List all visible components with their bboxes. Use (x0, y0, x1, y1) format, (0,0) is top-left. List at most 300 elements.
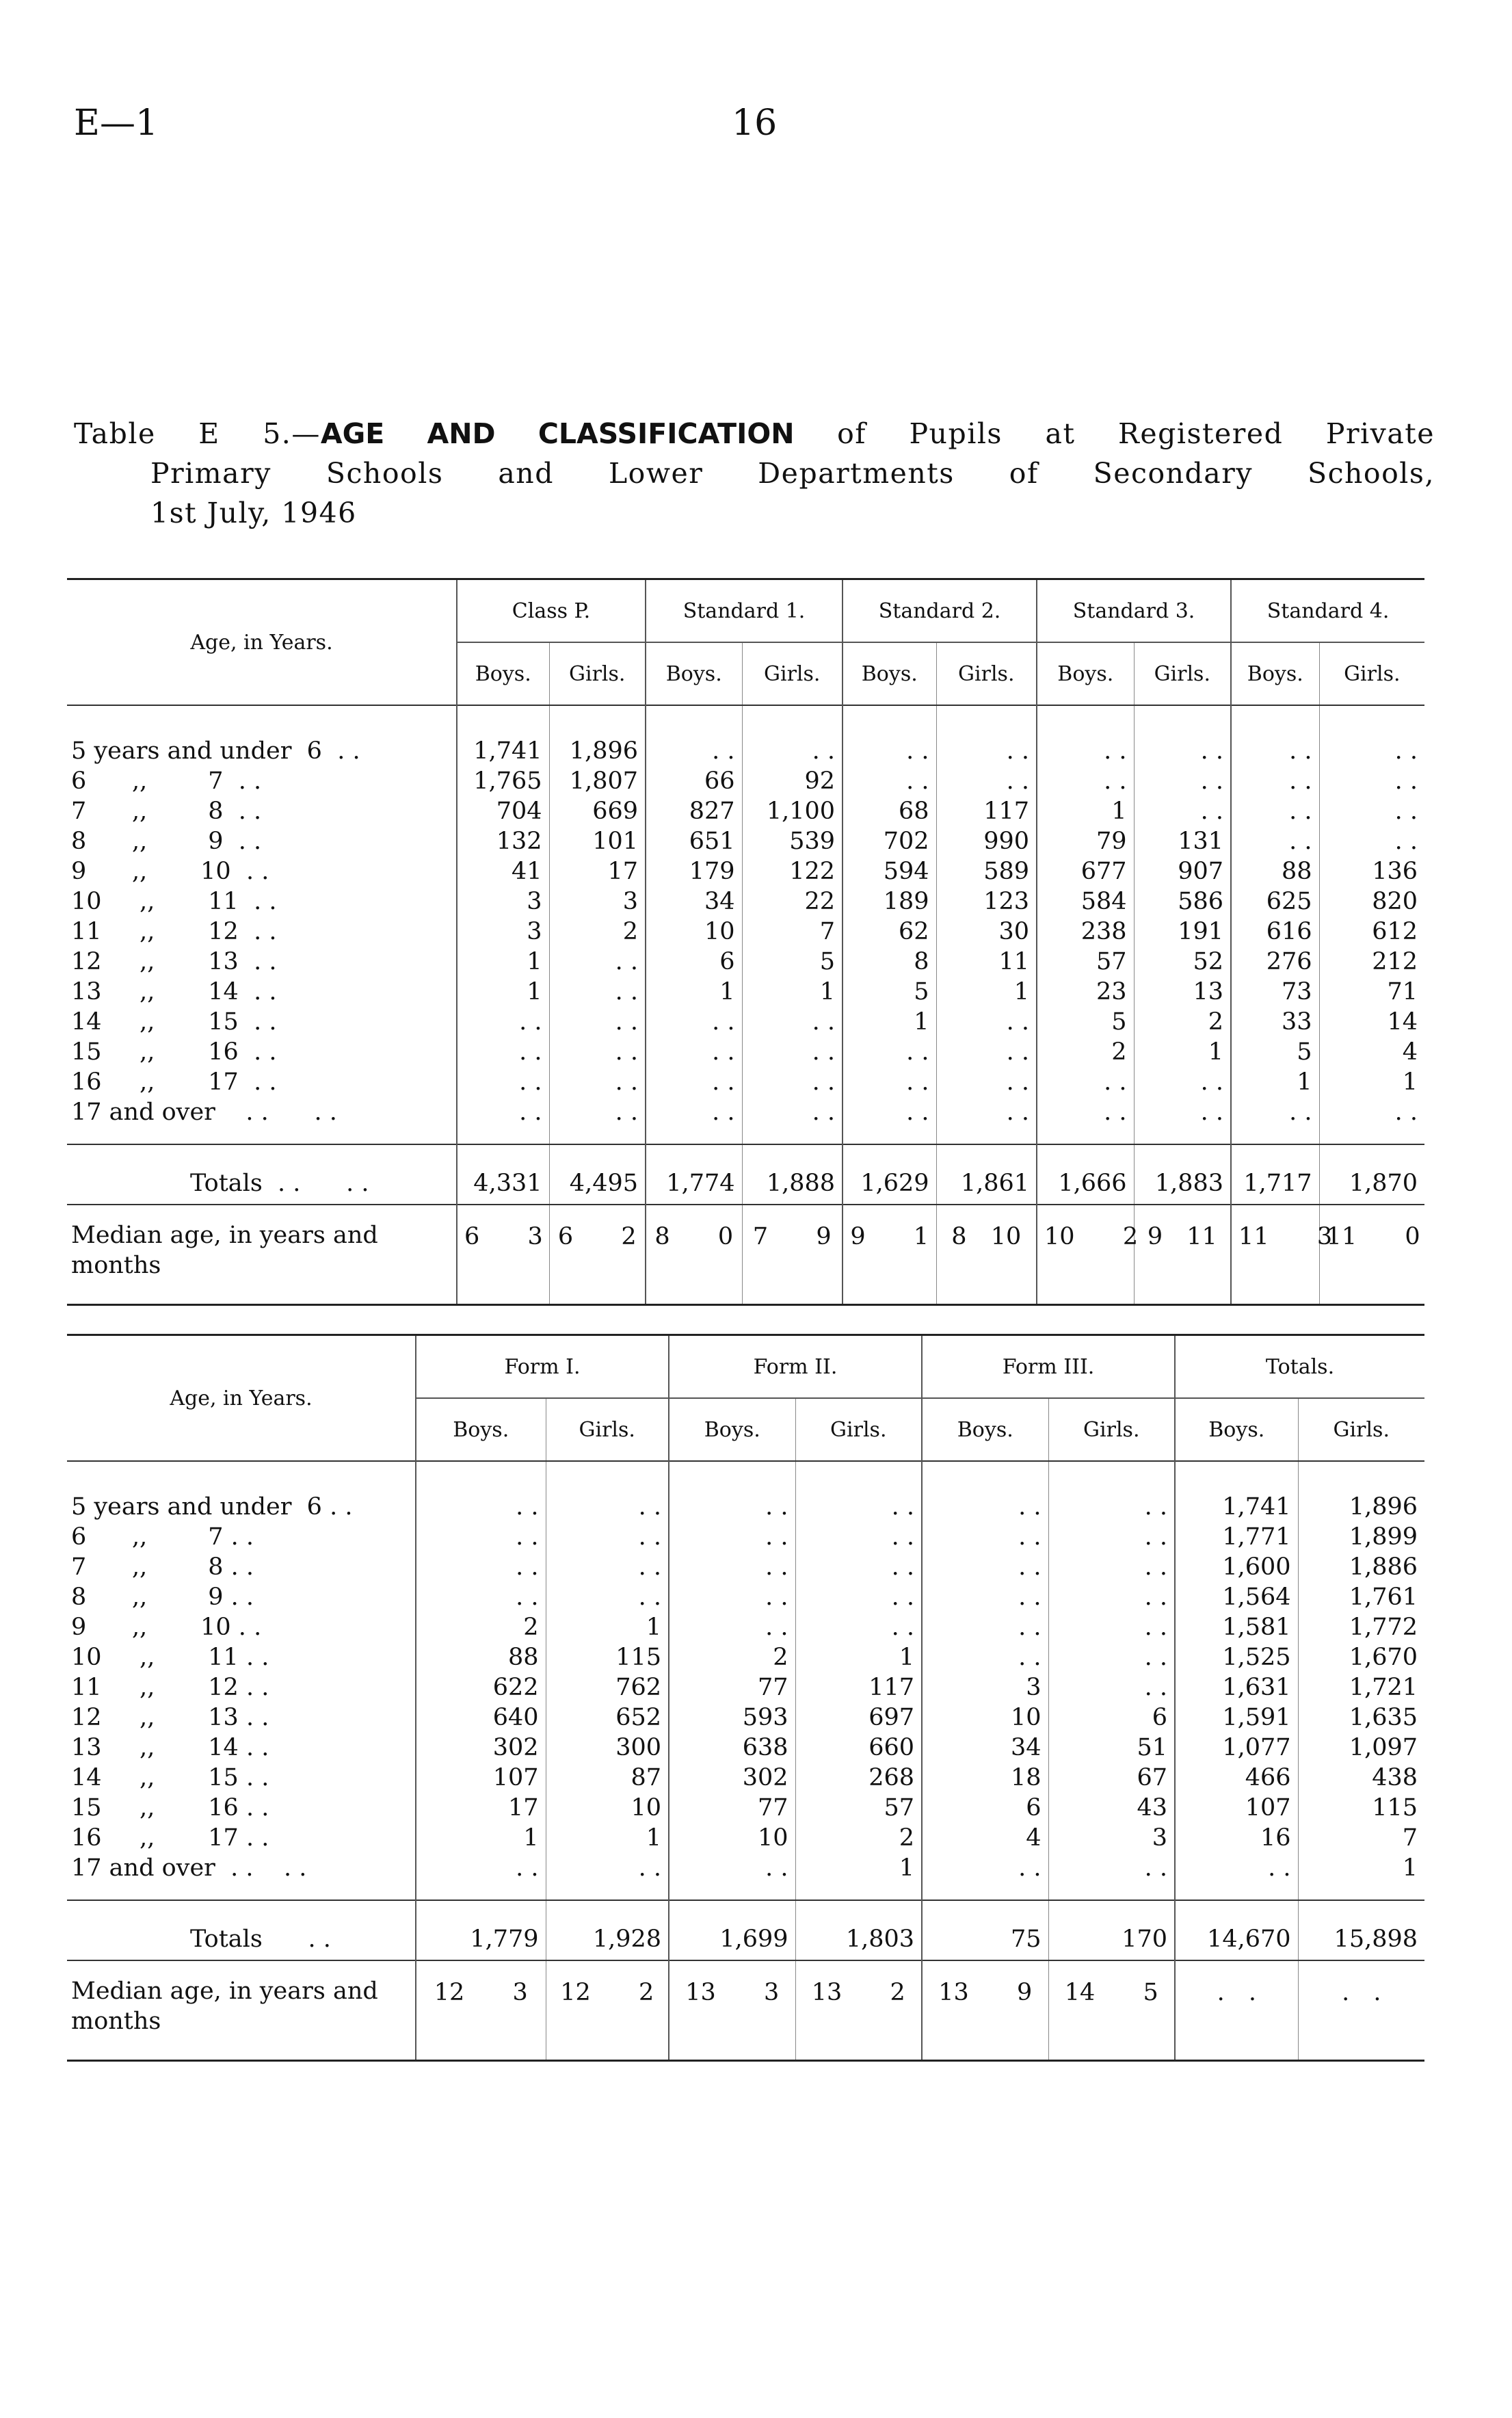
boys-count-cell: 1,077 (1175, 1733, 1298, 1763)
table-row (67, 1823, 1424, 1853)
boys-count-cell: . . (1231, 705, 1319, 766)
totals-row (67, 1900, 1424, 1960)
boys-count-cell: . . (669, 1552, 795, 1582)
median-age-cell: . . (1298, 1960, 1424, 2061)
median-age-row (67, 1205, 1424, 1305)
boys-count-cell: 5 (1037, 1007, 1134, 1037)
boys-count-cell: 1 (843, 1007, 936, 1037)
boys-count-cell: 616 (1231, 917, 1319, 947)
median-age-cell: 12 2 (546, 1960, 669, 2061)
total-cell: 1,774 (646, 1144, 742, 1205)
boys-count-cell: . . (457, 1097, 549, 1144)
age-range-label: 16 ,, 17 . . (71, 1824, 269, 1852)
boys-count-cell: . . (646, 1067, 742, 1097)
boys-count-cell: . . (843, 1067, 936, 1097)
girls-count-cell: . . (742, 705, 843, 766)
table-row (67, 1642, 1424, 1672)
age-range-label: 10 ,, 11 . . (71, 888, 277, 915)
total-cell: 1,861 (936, 1144, 1037, 1205)
boys-count-cell: 3 (457, 917, 549, 947)
girls-count-cell: 1,670 (1298, 1642, 1424, 1672)
boys-count-cell: 2 (1037, 1037, 1134, 1067)
median-age-label: Median age, in years and months (67, 1205, 457, 1305)
boys-count-cell: . . (922, 1642, 1048, 1672)
girls-count-cell: . . (546, 1461, 669, 1522)
boys-count-cell: 77 (669, 1793, 795, 1823)
table-row (67, 705, 1424, 766)
age-range-label: 5 years and under 6 . . (71, 1493, 353, 1521)
girls-count-cell: 438 (1298, 1763, 1424, 1793)
boys-count-cell: 3 (457, 886, 549, 917)
group-header: Totals. (1175, 1335, 1424, 1399)
age-column-header: Age, in Years. (190, 630, 333, 655)
age-range-label: 9 ,, 10 . . (71, 858, 269, 885)
boys-count-cell: 6 (646, 947, 742, 977)
girls-count-cell: 820 (1319, 886, 1424, 917)
girls-count-cell: 14 (1319, 1007, 1424, 1037)
girls-count-cell: . . (742, 1097, 843, 1144)
age-range-label: 11 ,, 12 . . (71, 1674, 269, 1701)
boys-column-header: Boys. (457, 642, 549, 705)
age-range-label: 7 ,, 8 . . (71, 798, 262, 825)
age-range-label: 9 ,, 10 . . (71, 1614, 262, 1641)
boys-count-cell: 66 (646, 766, 742, 796)
girls-count-cell: 1,899 (1298, 1522, 1424, 1552)
age-range-label: 13 ,, 14 . . (71, 1734, 269, 1761)
boys-count-cell: . . (922, 1612, 1048, 1642)
boys-count-cell: 6 (922, 1793, 1048, 1823)
girls-column-header: Girls. (1298, 1398, 1424, 1461)
girls-count-cell: 123 (936, 886, 1037, 917)
age-range-label: 15 ,, 16 . . (71, 1038, 277, 1066)
age-range-label: 7 ,, 8 . . (71, 1553, 254, 1581)
boys-count-cell: 593 (669, 1703, 795, 1733)
table-row (67, 1672, 1424, 1703)
totals-row (67, 1144, 1424, 1205)
boys-column-header: Boys. (843, 642, 936, 705)
girls-count-cell: 212 (1319, 947, 1424, 977)
boys-count-cell: 640 (416, 1703, 546, 1733)
total-cell: 4,331 (457, 1144, 549, 1205)
girls-count-cell: 669 (549, 796, 646, 826)
girls-count-cell: . . (795, 1522, 922, 1552)
boys-count-cell: 702 (843, 826, 936, 856)
total-cell: 75 (922, 1900, 1048, 1960)
age-range-label: 6 ,, 7 . . (71, 767, 262, 795)
table-row (67, 1067, 1424, 1097)
boys-count-cell: . . (843, 1037, 936, 1067)
girls-count-cell: . . (549, 1037, 646, 1067)
boys-count-cell: . . (1231, 796, 1319, 826)
boys-count-cell: 594 (843, 856, 936, 886)
girls-count-cell: 92 (742, 766, 843, 796)
boys-column-header: Boys. (669, 1398, 795, 1461)
boys-count-cell: 1 (457, 947, 549, 977)
boys-count-cell: 33 (1231, 1007, 1319, 1037)
table-row (67, 1763, 1424, 1793)
age-range-label: 12 ,, 13 . . (71, 948, 277, 975)
girls-count-cell: . . (549, 1097, 646, 1144)
total-cell: 1,928 (546, 1900, 669, 1960)
boys-count-cell: 1,741 (1175, 1461, 1298, 1522)
table1-group-header-row (67, 579, 1424, 643)
boys-count-cell: 41 (457, 856, 549, 886)
girls-count-cell: 1,772 (1298, 1612, 1424, 1642)
total-cell: 1,883 (1134, 1144, 1231, 1205)
girls-count-cell: 115 (546, 1642, 669, 1672)
boys-count-cell: 10 (646, 917, 742, 947)
girls-column-header: Girls. (546, 1398, 669, 1461)
girls-count-cell: 660 (795, 1733, 922, 1763)
girls-count-cell: 1,886 (1298, 1552, 1424, 1582)
boys-count-cell: . . (669, 1461, 795, 1522)
title-prefix: Table E 5.— (74, 417, 321, 450)
girls-count-cell: 13 (1134, 977, 1231, 1007)
boys-count-cell: 302 (416, 1733, 546, 1763)
age-range-label: 14 ,, 15 . . (71, 1008, 277, 1036)
boys-count-cell: 677 (1037, 856, 1134, 886)
girls-count-cell: 2 (549, 917, 646, 947)
boys-count-cell: 10 (922, 1703, 1048, 1733)
girls-count-cell: 1 (936, 977, 1037, 1007)
girls-count-cell: 3 (549, 886, 646, 917)
girls-count-cell: . . (936, 766, 1037, 796)
total-cell: 1,803 (795, 1900, 922, 1960)
boys-count-cell: 73 (1231, 977, 1319, 1007)
table2-body (67, 1461, 1424, 2062)
table2-group-header-row (67, 1335, 1424, 1399)
girls-count-cell: 1,807 (549, 766, 646, 796)
girls-count-cell: . . (795, 1552, 922, 1582)
table-row (67, 1522, 1424, 1552)
boys-count-cell: . . (922, 1461, 1048, 1522)
boys-count-cell: . . (922, 1853, 1048, 1900)
boys-column-header: Boys. (922, 1398, 1048, 1461)
boys-column-header: Boys. (646, 642, 742, 705)
boys-count-cell: . . (457, 1037, 549, 1067)
boys-count-cell: 1,581 (1175, 1612, 1298, 1642)
girls-count-cell: . . (742, 1067, 843, 1097)
boys-count-cell: . . (1231, 766, 1319, 796)
boys-count-cell: 17 (416, 1793, 546, 1823)
girls-count-cell: 122 (742, 856, 843, 886)
boys-count-cell: . . (1175, 1853, 1298, 1900)
boys-count-cell: 18 (922, 1763, 1048, 1793)
title-line-1 (74, 414, 1435, 454)
median-age-cell: 9 1 (843, 1205, 936, 1305)
boys-count-cell: . . (416, 1552, 546, 1582)
boys-count-cell: 625 (1231, 886, 1319, 917)
boys-count-cell: . . (646, 705, 742, 766)
total-cell: 1,870 (1319, 1144, 1424, 1205)
girls-count-cell: 612 (1319, 917, 1424, 947)
boys-count-cell: 1 (457, 977, 549, 1007)
boys-count-cell: 5 (1231, 1037, 1319, 1067)
girls-count-cell: . . (1319, 1097, 1424, 1144)
girls-column-header: Girls. (795, 1398, 922, 1461)
girls-count-cell: . . (1048, 1853, 1175, 1900)
table-row (67, 917, 1424, 947)
table-row (67, 1037, 1424, 1067)
table-class-standards (67, 578, 1424, 1306)
boys-count-cell: 62 (843, 917, 936, 947)
boys-count-cell: 1,771 (1175, 1522, 1298, 1552)
girls-count-cell: . . (546, 1582, 669, 1612)
girls-count-cell: 87 (546, 1763, 669, 1793)
total-cell: 15,898 (1298, 1900, 1424, 1960)
girls-count-cell: 697 (795, 1703, 922, 1733)
girls-count-cell: 652 (546, 1703, 669, 1733)
table-row (67, 1853, 1424, 1900)
girls-count-cell: 1,721 (1298, 1672, 1424, 1703)
girls-count-cell: 11 (936, 947, 1037, 977)
median-age-cell: 13 3 (669, 1960, 795, 2061)
boys-count-cell: 8 (843, 947, 936, 977)
boys-count-cell: 179 (646, 856, 742, 886)
group-header: Standard 2. (843, 579, 1037, 643)
title-line-3: 1st July, 1946 (150, 497, 357, 529)
boys-count-cell: . . (416, 1522, 546, 1552)
table-row (67, 1582, 1424, 1612)
girls-count-cell: . . (936, 1067, 1037, 1097)
table-row (67, 1007, 1424, 1037)
group-header: Form I. (416, 1335, 669, 1399)
girls-count-cell: 1 (1134, 1037, 1231, 1067)
girls-count-cell: 1 (1319, 1067, 1424, 1097)
girls-column-header: Girls. (742, 642, 843, 705)
girls-count-cell: 1 (742, 977, 843, 1007)
title-suffix: of Pupils at Registered Private (794, 417, 1435, 450)
girls-column-header: Girls. (1134, 642, 1231, 705)
boys-count-cell: 704 (457, 796, 549, 826)
girls-count-cell: 1 (795, 1642, 922, 1672)
girls-count-cell: 6 (1048, 1703, 1175, 1733)
girls-count-cell: . . (1319, 826, 1424, 856)
girls-count-cell: 136 (1319, 856, 1424, 886)
boys-count-cell: 276 (1231, 947, 1319, 977)
girls-count-cell: 5 (742, 947, 843, 977)
boys-count-cell: 3 (922, 1672, 1048, 1703)
girls-count-cell: . . (1048, 1522, 1175, 1552)
age-range-label: 14 ,, 15 . . (71, 1764, 269, 1791)
boys-count-cell: 466 (1175, 1763, 1298, 1793)
boys-count-cell: . . (922, 1582, 1048, 1612)
age-range-label: 8 ,, 9 . . (71, 828, 262, 855)
girls-count-cell: 589 (936, 856, 1037, 886)
median-age-cell: 11 3 (1231, 1205, 1319, 1305)
girls-count-cell: 990 (936, 826, 1037, 856)
girls-count-cell: . . (1134, 705, 1231, 766)
girls-count-cell: . . (1134, 1097, 1231, 1144)
boys-count-cell: . . (416, 1461, 546, 1522)
girls-count-cell: 268 (795, 1763, 922, 1793)
girls-count-cell: . . (549, 1007, 646, 1037)
boys-count-cell: 1,765 (457, 766, 549, 796)
girls-count-cell: 117 (795, 1672, 922, 1703)
girls-count-cell: . . (1048, 1612, 1175, 1642)
girls-count-cell: 1,896 (549, 705, 646, 766)
table-bottom-rule (67, 1305, 1424, 1306)
total-cell: 1,717 (1231, 1144, 1319, 1205)
boys-count-cell: 23 (1037, 977, 1134, 1007)
age-range-label: 13 ,, 14 . . (71, 978, 277, 1006)
girls-count-cell: . . (936, 1097, 1037, 1144)
girls-count-cell: . . (1048, 1461, 1175, 1522)
boys-count-cell: . . (416, 1582, 546, 1612)
boys-count-cell: 238 (1037, 917, 1134, 947)
table-row (67, 796, 1424, 826)
girls-count-cell: . . (549, 977, 646, 1007)
girls-column-header: Girls. (549, 642, 646, 705)
table-row (67, 766, 1424, 796)
boys-count-cell: . . (416, 1853, 546, 1900)
boys-count-cell: 34 (922, 1733, 1048, 1763)
girls-count-cell: . . (1319, 705, 1424, 766)
girls-count-cell: 7 (742, 917, 843, 947)
total-cell: 1,888 (742, 1144, 843, 1205)
girls-count-cell: . . (1048, 1552, 1175, 1582)
boys-count-cell: 1,525 (1175, 1642, 1298, 1672)
girls-count-cell: 907 (1134, 856, 1231, 886)
age-range-label: 17 and over . . . . (71, 1099, 337, 1126)
median-age-cell: 8 0 (646, 1205, 742, 1305)
table-row (67, 1793, 1424, 1823)
boys-count-cell: . . (1231, 826, 1319, 856)
boys-count-cell: 1,741 (457, 705, 549, 766)
boys-count-cell: . . (669, 1853, 795, 1900)
girls-count-cell: . . (1319, 766, 1424, 796)
boys-count-cell: . . (1037, 1067, 1134, 1097)
table-title (74, 414, 1435, 533)
boys-count-cell: . . (646, 1007, 742, 1037)
boys-count-cell: 4 (922, 1823, 1048, 1853)
boys-count-cell: . . (669, 1582, 795, 1612)
median-age-cell: 13 9 (922, 1960, 1048, 2061)
table-row (67, 856, 1424, 886)
boys-count-cell: 1,591 (1175, 1703, 1298, 1733)
boys-count-cell: 1,631 (1175, 1672, 1298, 1703)
median-age-cell: . . (1175, 1960, 1298, 2061)
girls-count-cell: . . (549, 947, 646, 977)
girls-count-cell: 2 (1134, 1007, 1231, 1037)
girls-count-cell: 300 (546, 1733, 669, 1763)
girls-count-cell: 67 (1048, 1763, 1175, 1793)
table1-body (67, 705, 1424, 1306)
girls-count-cell: 71 (1319, 977, 1424, 1007)
boys-count-cell: 68 (843, 796, 936, 826)
girls-count-cell: . . (1134, 796, 1231, 826)
girls-count-cell: 1,761 (1298, 1582, 1424, 1612)
girls-count-cell: . . (795, 1461, 922, 1522)
title-bold: AGE AND CLASSIFICATION (320, 417, 795, 450)
girls-count-cell: . . (936, 705, 1037, 766)
median-age-cell: 11 0 (1319, 1205, 1424, 1305)
boys-count-cell: 651 (646, 826, 742, 856)
girls-count-cell: 51 (1048, 1733, 1175, 1763)
median-age-cell: 6 2 (549, 1205, 646, 1305)
girls-count-cell: 1,097 (1298, 1733, 1424, 1763)
girls-count-cell: . . (1048, 1672, 1175, 1703)
table-row (67, 1612, 1424, 1642)
boys-count-cell: 1 (416, 1823, 546, 1853)
total-cell: 1,666 (1037, 1144, 1134, 1205)
group-header: Standard 1. (646, 579, 843, 643)
girls-count-cell: 115 (1298, 1793, 1424, 1823)
girls-count-cell: . . (795, 1582, 922, 1612)
boys-column-header: Boys. (1231, 642, 1319, 705)
girls-count-cell: 10 (546, 1793, 669, 1823)
boys-count-cell: 622 (416, 1672, 546, 1703)
boys-count-cell: . . (457, 1067, 549, 1097)
table-row (67, 826, 1424, 856)
girls-count-cell: 1 (1298, 1853, 1424, 1900)
age-range-label: 8 ,, 9 . . (71, 1583, 254, 1611)
girls-count-cell: 762 (546, 1672, 669, 1703)
girls-count-cell: 43 (1048, 1793, 1175, 1823)
boys-count-cell: 57 (1037, 947, 1134, 977)
boys-count-cell: 1,564 (1175, 1582, 1298, 1612)
girls-count-cell: . . (936, 1037, 1037, 1067)
boys-count-cell: 5 (843, 977, 936, 1007)
girls-column-header: Girls. (1319, 642, 1424, 705)
girls-count-cell: . . (549, 1067, 646, 1097)
boys-count-cell: 827 (646, 796, 742, 826)
totals-label: Totals . . (67, 1900, 416, 1960)
total-cell: 1,629 (843, 1144, 936, 1205)
median-age-label: Median age, in years and months (67, 1960, 416, 2061)
median-age-cell: 14 5 (1048, 1960, 1175, 2061)
age-range-label: 17 and over . . . . (71, 1854, 307, 1882)
boys-count-cell: 638 (669, 1733, 795, 1763)
page-number: 16 (732, 103, 778, 144)
table-row (67, 977, 1424, 1007)
boys-count-cell: 10 (669, 1823, 795, 1853)
table-row (67, 1703, 1424, 1733)
totals-label: Totals . . . . (67, 1144, 457, 1205)
girls-count-cell: . . (936, 1007, 1037, 1037)
boys-count-cell: . . (646, 1037, 742, 1067)
boys-count-cell: 16 (1175, 1823, 1298, 1853)
boys-column-header: Boys. (1037, 642, 1134, 705)
girls-count-cell: . . (1048, 1582, 1175, 1612)
girls-count-cell: . . (1134, 766, 1231, 796)
total-cell: 4,495 (549, 1144, 646, 1205)
table-row (67, 1733, 1424, 1763)
median-age-cell: 10 2 (1037, 1205, 1134, 1305)
boys-count-cell: 2 (416, 1612, 546, 1642)
girls-count-cell: 1 (546, 1823, 669, 1853)
age-range-label: 11 ,, 12 . . (71, 918, 277, 945)
total-cell: 1,779 (416, 1900, 546, 1960)
boys-count-cell: 88 (416, 1642, 546, 1672)
boys-count-cell: . . (457, 1007, 549, 1037)
girls-count-cell: 131 (1134, 826, 1231, 856)
girls-count-cell: 101 (549, 826, 646, 856)
girls-count-cell: 17 (549, 856, 646, 886)
boys-count-cell: 107 (416, 1763, 546, 1793)
boys-count-cell: . . (1037, 1097, 1134, 1144)
age-range-label: 12 ,, 13 . . (71, 1704, 269, 1731)
group-header: Standard 4. (1231, 579, 1424, 643)
boys-count-cell: 1 (1231, 1067, 1319, 1097)
boys-count-cell: . . (843, 705, 936, 766)
boys-count-cell: . . (1037, 705, 1134, 766)
girls-count-cell: 586 (1134, 886, 1231, 917)
girls-column-header: Girls. (1048, 1398, 1175, 1461)
boys-count-cell: . . (922, 1522, 1048, 1552)
age-range-label: 6 ,, 7 . . (71, 1523, 254, 1551)
girls-count-cell: . . (1319, 796, 1424, 826)
